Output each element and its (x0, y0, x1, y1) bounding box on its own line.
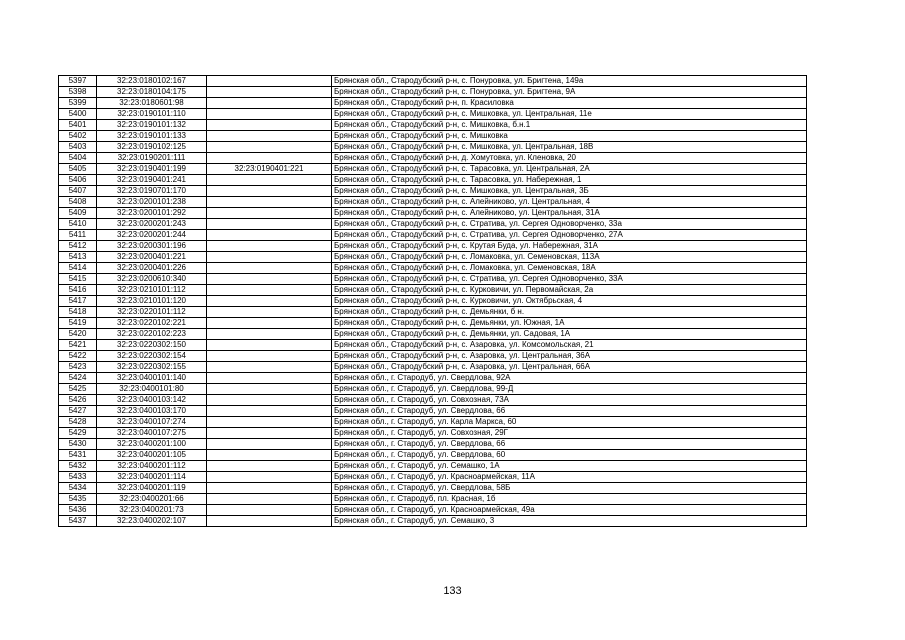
row-number-cell: 5401 (59, 120, 97, 131)
address-cell: Брянская обл., г. Стародуб, ул. Совхозная, 73А (332, 395, 807, 406)
row-number-cell: 5424 (59, 373, 97, 384)
row-number-cell: 5398 (59, 87, 97, 98)
secondary-cadastral-cell (207, 428, 332, 439)
table-row (59, 417, 807, 428)
address-cell: Брянская обл., Стародубский р-н, с. Демьянки, б н. (332, 307, 807, 318)
address-cell: Брянская обл., Стародубский р-н, с. Алейниково, ул. Центральная, 4 (332, 197, 807, 208)
row-number-cell: 5433 (59, 472, 97, 483)
secondary-cadastral-cell (207, 274, 332, 285)
table-row (59, 362, 807, 373)
secondary-cadastral-cell (207, 351, 332, 362)
row-number-cell: 5406 (59, 175, 97, 186)
table-row (59, 219, 807, 230)
row-number-cell: 5437 (59, 516, 97, 527)
table-row (59, 109, 807, 120)
table-row (59, 131, 807, 142)
cadastral-number-cell: 32:23:0190102:125 (97, 142, 207, 153)
address-cell: Брянская обл., Стародубский р-н, с. Крутая Буда, ул. Набережная, 31А (332, 241, 807, 252)
table-row (59, 87, 807, 98)
row-number-cell: 5411 (59, 230, 97, 241)
table-row (59, 76, 807, 87)
cadastral-number-cell: 32:23:0400201:112 (97, 461, 207, 472)
cadastral-number-cell: 32:23:0400201:114 (97, 472, 207, 483)
row-number-cell: 5412 (59, 241, 97, 252)
table-row (59, 263, 807, 274)
table-row (59, 186, 807, 197)
address-cell: Брянская обл., Стародубский р-н, с. Курковичи, ул. Первомайская, 2а (332, 285, 807, 296)
address-cell: Брянская обл., г. Стародуб, ул. Карла Маркса, 60 (332, 417, 807, 428)
document-table (58, 75, 807, 527)
secondary-cadastral-cell (207, 450, 332, 461)
table-row (59, 428, 807, 439)
table-row (59, 274, 807, 285)
secondary-cadastral-cell (207, 252, 332, 263)
address-cell: Брянская обл., Стародубский р-н, с. Мишковка, ул. Центральная, 11е (332, 109, 807, 120)
cadastral-number-cell: 32:23:0400201:100 (97, 439, 207, 450)
cadastral-number-cell: 32:23:0200201:244 (97, 230, 207, 241)
address-cell: Брянская обл., Стародубский р-н, с. Мишковка, б.н.1 (332, 120, 807, 131)
secondary-cadastral-cell (207, 76, 332, 87)
row-number-cell: 5410 (59, 219, 97, 230)
row-number-cell: 5399 (59, 98, 97, 109)
table-row (59, 120, 807, 131)
cadastral-number-cell: 32:23:0400201:66 (97, 494, 207, 505)
secondary-cadastral-cell (207, 285, 332, 296)
address-cell: Брянская обл., г. Стародуб, ул. Красноармейская, 11А (332, 472, 807, 483)
row-number-cell: 5409 (59, 208, 97, 219)
row-number-cell: 5422 (59, 351, 97, 362)
address-cell: Брянская обл., Стародубский р-н, с. Демьянки, ул. Южная, 1А (332, 318, 807, 329)
table-row (59, 252, 807, 263)
cadastral-number-cell: 32:23:0180102:167 (97, 76, 207, 87)
table-row (59, 395, 807, 406)
table-row (59, 153, 807, 164)
table-row (59, 472, 807, 483)
secondary-cadastral-cell (207, 131, 332, 142)
cadastral-number-cell: 32:23:0200401:226 (97, 263, 207, 274)
address-cell: Брянская обл., г. Стародуб, пл. Красная, 1б (332, 494, 807, 505)
address-cell: Брянская обл., г. Стародуб, ул. Свердлова, 92А (332, 373, 807, 384)
table-row (59, 175, 807, 186)
table-row (59, 494, 807, 505)
table-row (59, 307, 807, 318)
secondary-cadastral-cell (207, 516, 332, 527)
secondary-cadastral-cell (207, 98, 332, 109)
address-cell: Брянская обл., г. Стародуб, ул. Красноармейская, 49а (332, 505, 807, 516)
table-row (59, 318, 807, 329)
secondary-cadastral-cell (207, 439, 332, 450)
secondary-cadastral-cell (207, 175, 332, 186)
row-number-cell: 5413 (59, 252, 97, 263)
row-number-cell: 5403 (59, 142, 97, 153)
secondary-cadastral-cell (207, 263, 332, 274)
row-number-cell: 5423 (59, 362, 97, 373)
row-number-cell: 5414 (59, 263, 97, 274)
row-number-cell: 5427 (59, 406, 97, 417)
row-number-cell: 5428 (59, 417, 97, 428)
secondary-cadastral-cell (207, 208, 332, 219)
address-cell: Брянская обл., Стародубский р-н, с. Понуровка, ул. Бригтена, 9А (332, 87, 807, 98)
row-number-cell: 5421 (59, 340, 97, 351)
cadastral-number-cell: 32:23:0220102:223 (97, 329, 207, 340)
cadastral-number-cell: 32:23:0200401:221 (97, 252, 207, 263)
address-cell: Брянская обл., г. Стародуб, ул. Свердлова, 99-Д (332, 384, 807, 395)
table-row (59, 351, 807, 362)
cadastral-number-cell: 32:23:0190201:111 (97, 153, 207, 164)
secondary-cadastral-cell (207, 373, 332, 384)
address-cell: Брянская обл., Стародубский р-н, с. Ломаковка, ул. Семеновская, 113А (332, 252, 807, 263)
row-number-cell: 5400 (59, 109, 97, 120)
row-number-cell: 5429 (59, 428, 97, 439)
row-number-cell: 5430 (59, 439, 97, 450)
address-cell: Брянская обл., Стародубский р-н, с. Стратива, ул. Сергея Одноворченко, 33А (332, 274, 807, 285)
secondary-cadastral-cell (207, 395, 332, 406)
cadastral-number-cell: 32:23:0190101:133 (97, 131, 207, 142)
table-row (59, 505, 807, 516)
cadastral-number-cell: 32:23:0400107:274 (97, 417, 207, 428)
address-cell: Брянская обл., Стародубский р-н, с. Азаровка, ул. Центральная, 36А (332, 351, 807, 362)
secondary-cadastral-cell (207, 494, 332, 505)
cadastral-number-cell: 32:23:0220102:221 (97, 318, 207, 329)
address-cell: Брянская обл., Стародубский р-н, с. Мишковка (332, 131, 807, 142)
row-number-cell: 5420 (59, 329, 97, 340)
secondary-cadastral-cell (207, 340, 332, 351)
address-cell: Брянская обл., Стародубский р-н, с. Стратива, ул. Сергея Одноворченко, 27А (332, 230, 807, 241)
secondary-cadastral-cell (207, 197, 332, 208)
cadastral-number-cell: 32:23:0400202:107 (97, 516, 207, 527)
cadastral-number-cell: 32:23:0400107:275 (97, 428, 207, 439)
row-number-cell: 5404 (59, 153, 97, 164)
address-cell: Брянская обл., г. Стародуб, ул. Свердлова, 66 (332, 439, 807, 450)
row-number-cell: 5415 (59, 274, 97, 285)
address-cell: Брянская обл., Стародубский р-н, с. Демьянки, ул. Садовая, 1А (332, 329, 807, 340)
cadastral-number-cell: 32:23:0220302:155 (97, 362, 207, 373)
cadastral-number-cell: 32:23:0180601:98 (97, 98, 207, 109)
secondary-cadastral-cell (207, 109, 332, 120)
address-cell: Брянская обл., Стародубский р-н, с. Азаровка, ул. Комсомольская, 21 (332, 340, 807, 351)
table-row (59, 461, 807, 472)
cadastral-number-cell: 32:23:0190401:241 (97, 175, 207, 186)
table-row (59, 450, 807, 461)
address-cell: Брянская обл., Стародубский р-н, с. Тарасовка, ул. Центральная, 2А (332, 164, 807, 175)
secondary-cadastral-cell (207, 230, 332, 241)
table-row (59, 230, 807, 241)
cadastral-number-cell: 32:23:0400101:80 (97, 384, 207, 395)
address-cell: Брянская обл., г. Стародуб, ул. Свердлова, 66 (332, 406, 807, 417)
row-number-cell: 5417 (59, 296, 97, 307)
cadastral-number-cell: 32:23:0200101:238 (97, 197, 207, 208)
table-row (59, 142, 807, 153)
secondary-cadastral-cell (207, 362, 332, 373)
address-cell: Брянская обл., Стародубский р-н, д. Хомутовка, ул. Кленовка, 20 (332, 153, 807, 164)
row-number-cell: 5426 (59, 395, 97, 406)
secondary-cadastral-cell (207, 120, 332, 131)
table-row (59, 296, 807, 307)
address-cell: Брянская обл., Стародубский р-н, с. Мишковка, ул. Центральная, 3Б (332, 186, 807, 197)
row-number-cell: 5436 (59, 505, 97, 516)
address-cell: Брянская обл., Стародубский р-н, с. Понуровка, ул. Бригтена, 149а (332, 76, 807, 87)
row-number-cell: 5432 (59, 461, 97, 472)
secondary-cadastral-cell (207, 406, 332, 417)
address-cell: Брянская обл., Стародубский р-н, с. Курковичи, ул. Октябрьская, 4 (332, 296, 807, 307)
cadastral-number-cell: 32:23:0190101:132 (97, 120, 207, 131)
table-row (59, 340, 807, 351)
row-number-cell: 5418 (59, 307, 97, 318)
table-body (59, 76, 807, 527)
cadastral-number-cell: 32:23:0190701:170 (97, 186, 207, 197)
secondary-cadastral-cell (207, 472, 332, 483)
secondary-cadastral-cell (207, 384, 332, 395)
cadastral-number-cell: 32:23:0220302:154 (97, 351, 207, 362)
secondary-cadastral-cell (207, 241, 332, 252)
cadastral-number-cell: 32:23:0220101:112 (97, 307, 207, 318)
address-cell: Брянская обл., Стародубский р-н, с. Ломаковка, ул. Семеновская, 18А (332, 263, 807, 274)
secondary-cadastral-cell (207, 186, 332, 197)
table-row (59, 197, 807, 208)
page-number: 133 (443, 585, 462, 597)
row-number-cell: 5431 (59, 450, 97, 461)
secondary-cadastral-cell (207, 87, 332, 98)
table-row (59, 516, 807, 527)
secondary-cadastral-cell: 32:23:0190401:221 (207, 164, 332, 175)
cadastral-number-cell: 32:23:0400103:142 (97, 395, 207, 406)
address-cell: Брянская обл., г. Стародуб, ул. Свердлова, 58Б (332, 483, 807, 494)
table-row (59, 384, 807, 395)
table-row (59, 241, 807, 252)
address-cell: Брянская обл., Стародубский р-н, с. Тарасовка, ул. Набережная, 1 (332, 175, 807, 186)
secondary-cadastral-cell (207, 318, 332, 329)
address-cell: Брянская обл., г. Стародуб, ул. Совхозная, 29Г (332, 428, 807, 439)
cadastral-number-cell: 32:23:0200610:340 (97, 274, 207, 285)
row-number-cell: 5416 (59, 285, 97, 296)
cadastral-number-cell: 32:23:0190401:199 (97, 164, 207, 175)
address-cell: Брянская обл., Стародубский р-н, с. Азаровка, ул. Центральная, 66А (332, 362, 807, 373)
row-number-cell: 5402 (59, 131, 97, 142)
address-cell: Брянская обл., Стародубский р-н, п. Красиловка (332, 98, 807, 109)
table-row (59, 285, 807, 296)
secondary-cadastral-cell (207, 307, 332, 318)
table-row (59, 208, 807, 219)
address-cell: Брянская обл., г. Стародуб, ул. Свердлова, 60 (332, 450, 807, 461)
cadastral-number-cell: 32:23:0400201:73 (97, 505, 207, 516)
cadastral-number-cell: 32:23:0210101:120 (97, 296, 207, 307)
row-number-cell: 5419 (59, 318, 97, 329)
cadastral-number-cell: 32:23:0400201:105 (97, 450, 207, 461)
row-number-cell: 5407 (59, 186, 97, 197)
table-row (59, 406, 807, 417)
secondary-cadastral-cell (207, 505, 332, 516)
row-number-cell: 5408 (59, 197, 97, 208)
row-number-cell: 5405 (59, 164, 97, 175)
secondary-cadastral-cell (207, 417, 332, 428)
cadastral-number-cell: 32:23:0400103:170 (97, 406, 207, 417)
table-row (59, 329, 807, 340)
row-number-cell: 5435 (59, 494, 97, 505)
secondary-cadastral-cell (207, 153, 332, 164)
cadastral-number-cell: 32:23:0190101:110 (97, 109, 207, 120)
cadastral-number-cell: 32:23:0200201:243 (97, 219, 207, 230)
secondary-cadastral-cell (207, 461, 332, 472)
table-row (59, 164, 807, 175)
address-cell: Брянская обл., Стародубский р-н, с. Стратива, ул. Сергея Одноворченко, 33а (332, 219, 807, 230)
cadastral-number-cell: 32:23:0400201:119 (97, 483, 207, 494)
cadastral-number-cell: 32:23:0180104:175 (97, 87, 207, 98)
address-cell: Брянская обл., г. Стародуб, ул. Семашко, 3 (332, 516, 807, 527)
secondary-cadastral-cell (207, 483, 332, 494)
address-cell: Брянская обл., Стародубский р-н, с. Мишковка, ул. Центральная, 18В (332, 142, 807, 153)
secondary-cadastral-cell (207, 142, 332, 153)
cadastral-number-cell: 32:23:0200301:196 (97, 241, 207, 252)
address-cell: Брянская обл., Стародубский р-н, с. Алейниково, ул. Центральная, 31А (332, 208, 807, 219)
row-number-cell: 5434 (59, 483, 97, 494)
cadastral-number-cell: 32:23:0400101:140 (97, 373, 207, 384)
table-row (59, 483, 807, 494)
table-row (59, 98, 807, 109)
row-number-cell: 5397 (59, 76, 97, 87)
secondary-cadastral-cell (207, 296, 332, 307)
cadastral-number-cell: 32:23:0200101:292 (97, 208, 207, 219)
secondary-cadastral-cell (207, 329, 332, 340)
secondary-cadastral-cell (207, 219, 332, 230)
table-row (59, 439, 807, 450)
row-number-cell: 5425 (59, 384, 97, 395)
table-row (59, 373, 807, 384)
cadastral-number-cell: 32:23:0220302:150 (97, 340, 207, 351)
cadastral-number-cell: 32:23:0210101:112 (97, 285, 207, 296)
address-cell: Брянская обл., г. Стародуб, ул. Семашко, 1А (332, 461, 807, 472)
